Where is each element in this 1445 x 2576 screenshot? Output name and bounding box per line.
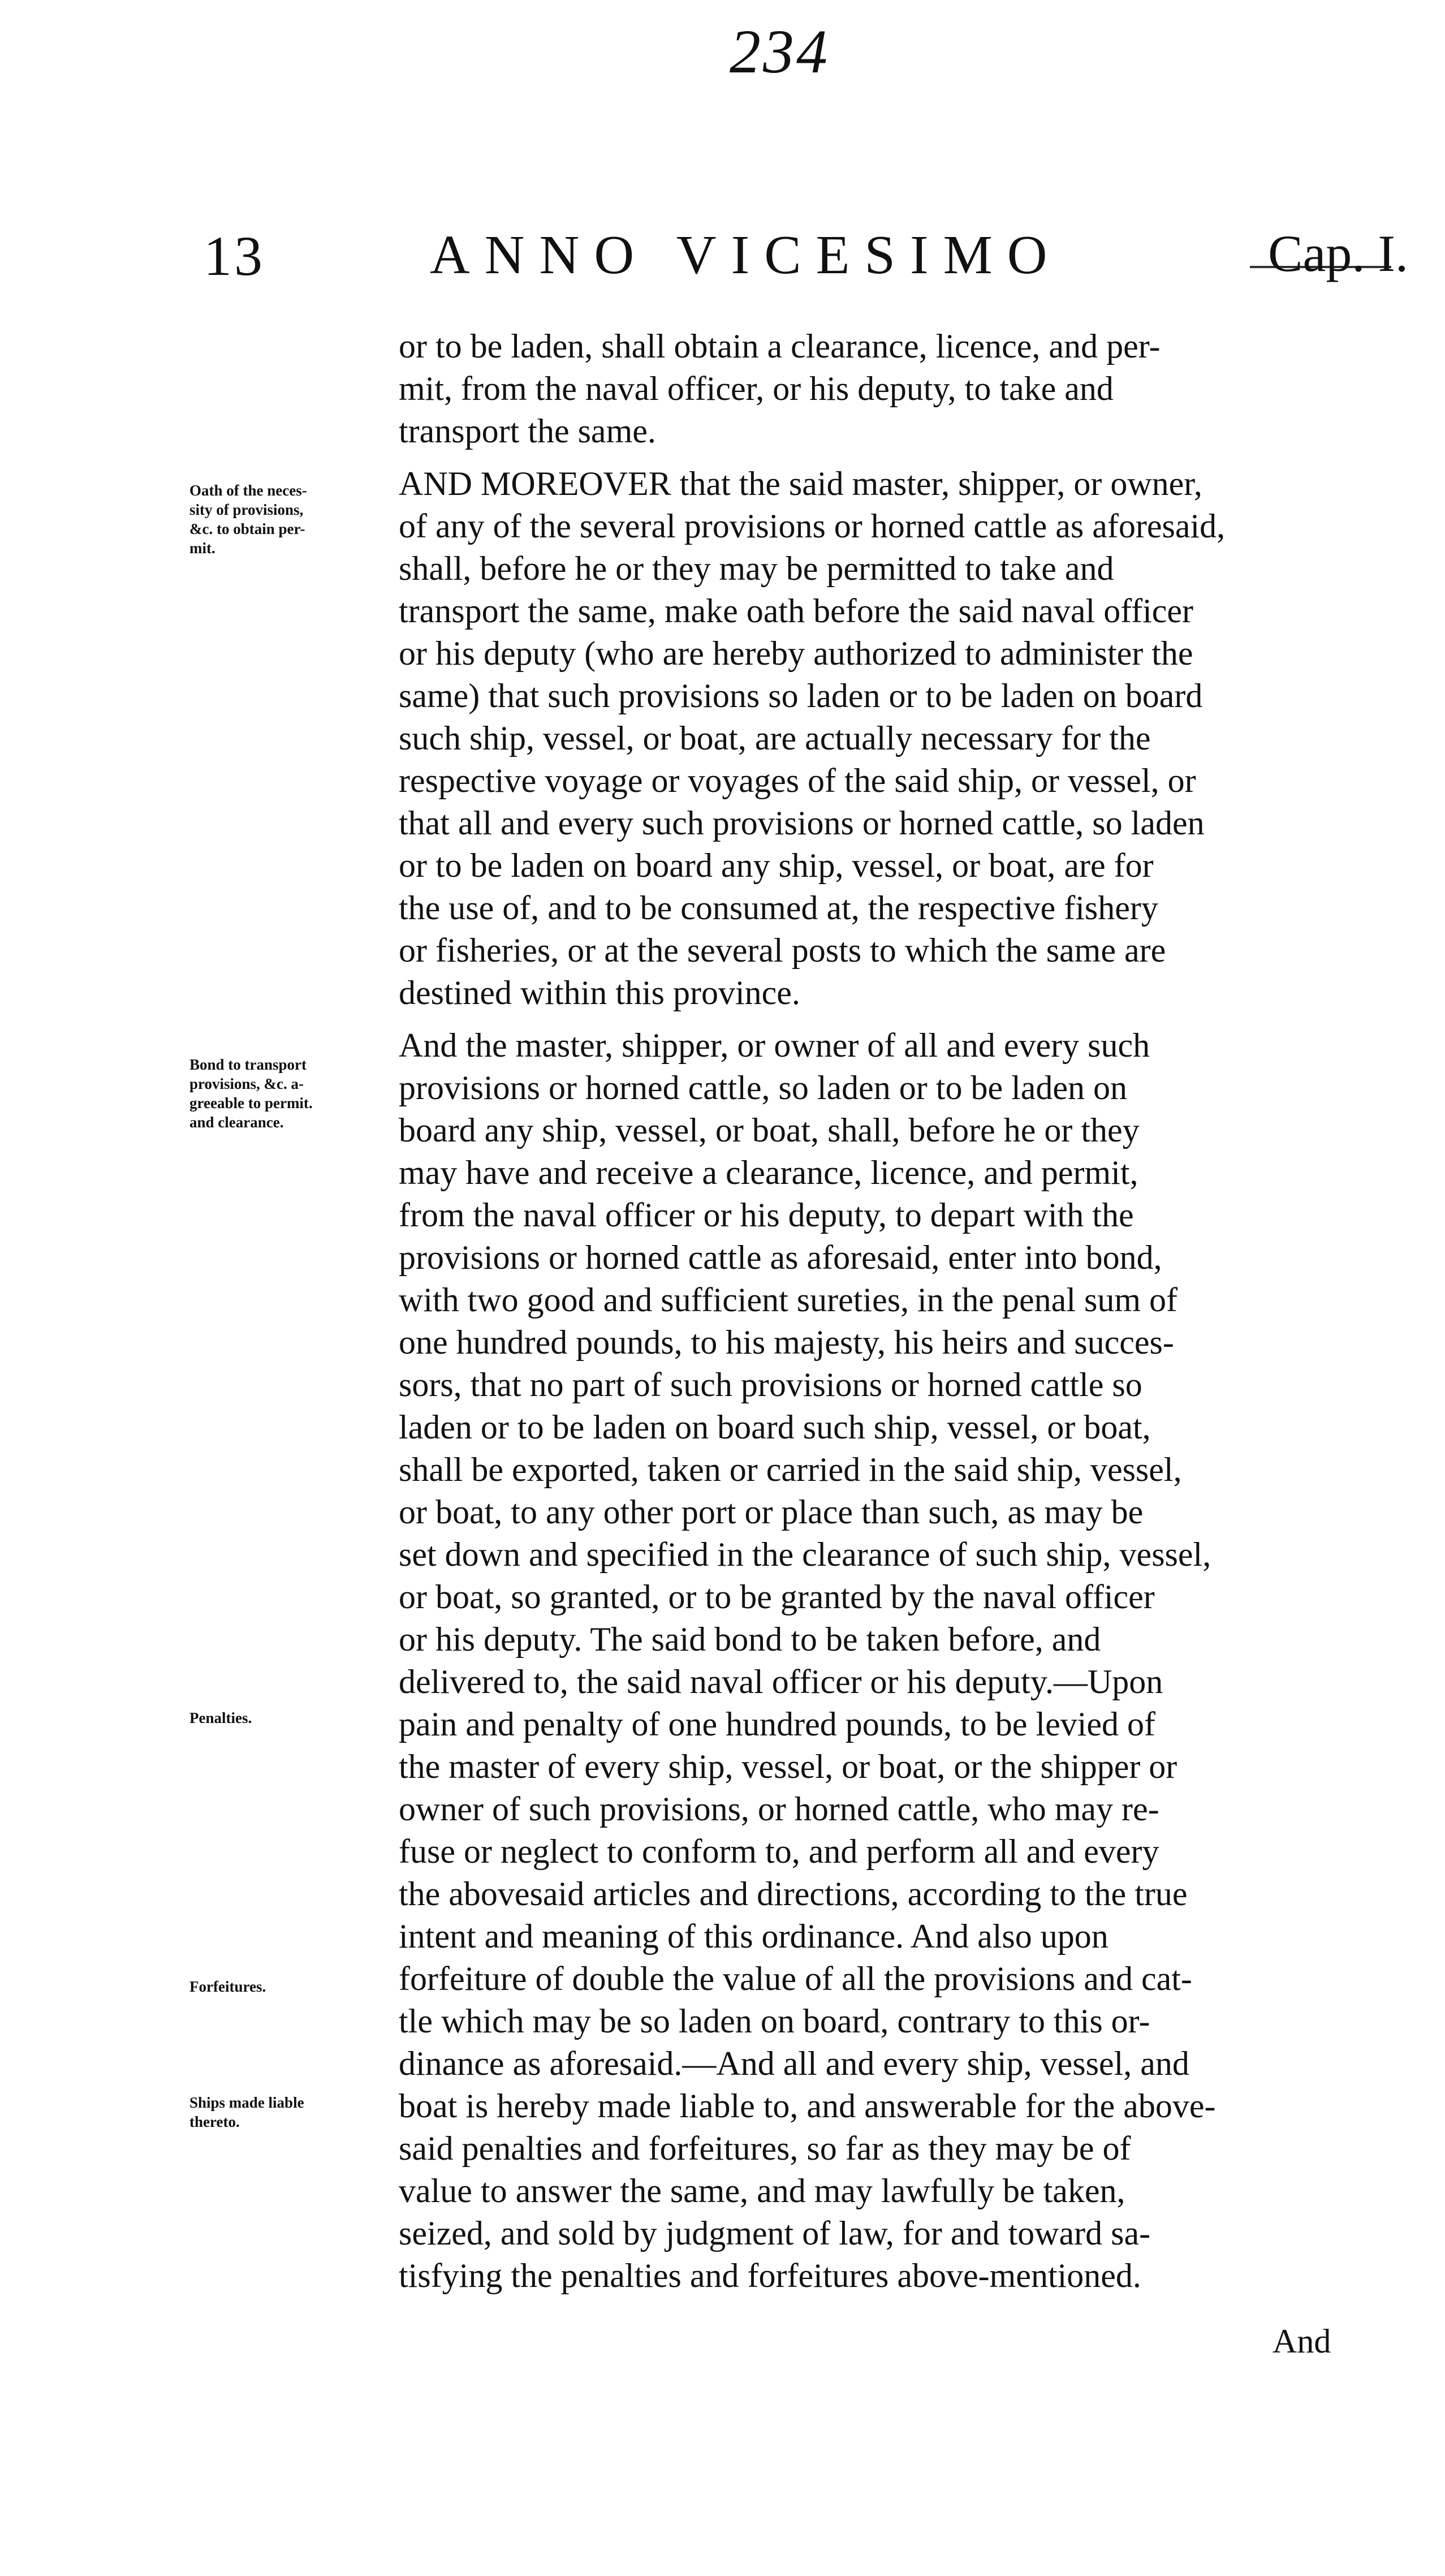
running-head-number: 13 [204,225,265,287]
running-head [204,223,1408,303]
running-head-title: ANNO VICESIMO [430,225,1062,286]
body-text [399,325,1386,2297]
paragraph-oath: AND MOREOVER that the said master, shipper, or owner, of any of the several provisions or horned cattle as aforesaid, shall, before he or they may be permitted to take and transport the same, make oath before the said naval officer or his deputy (who are hereby authorized to administer the same) that such provisions so laden or to be laden on board such ship, vessel, or boat, are actually necessary for the respective voyage or voyages of the said ship, or vessel, or that all and every such provisions or horned cattle, so laden or to be laden on board any ship, vessel, or boat, are for the use of, and to be consumed at, the respective fishery or fisheries, or at the several posts to which the same are destined within this province. [399,465,1226,1011]
side-note-penalties: Penalties. [189,1709,252,1726]
side-note-ships-liable: Ships made liable thereto. [189,2094,304,2130]
paragraph-bond: And the master, shipper, or owner of all and every such provisions or horned cattle, so laden or to be laden on board any ship, vessel, or boat, shall, before he or they may have and receive a clearance, licence, and permit, from the naval officer or his deputy, to depart with the provisions or horned cattle as aforesaid, enter into bond, with two good and sufficient sureties, in the penal sum of one hundred pounds, to his majesty, his heirs and succes- sors, that no part of such provisions or horned cattle so laden or to be laden on board such ship, vessel, or boat, shall be exported, taken or carried in the said ship, vessel, or boat, to any other port or place than such, as may be set down and specified in the clearance of such ship, vessel, or boat, so granted, or to be granted by the naval officer or his deputy. The said bond to be taken before, and delivered to, the said naval officer or his deputy.—Upon pain and penalty of one hundred pounds, to be levied of the master of every ship, vessel, or boat, or the shipper or owner of such provisions, or horned cattle, who may re- fuse or neglect to conform to, and perform all and every the abovesaid articles and directions, according to the true intent and meaning of this ordinance. And also upon forfeiture of double the value of all the provisions and cat- tle which may be so laden on board, contrary to this or- dinance as aforesaid.—And all and every ship, vessel, and boat is hereby made liable to, and answerable for the above- said penalties and forfeitures, so far as they may be of value to answer the same, and may lawfully be taken, seized, and sold by judgment of law, for and toward sa- tisfying the penalties and forfeitures above-mentioned. [399,1027,1216,2294]
catchword: And [1273,2323,1331,2360]
side-note-bond: Bond to transport provisions, &c. a- greeable to permit. and clearance. [189,1056,313,1131]
side-note-forfeitures: Forfeitures. [189,1978,266,1995]
side-note-oath: Oath of the neces- sity of provisions, &c. to obtain per- mit. [189,482,307,557]
running-head-chapter: Cap. I. [1268,225,1408,282]
paragraph-clearance: or to be laden, shall obtain a clearance, licence, and per- mit, from the naval officer, or his deputy, to take and transport the same. [399,328,1161,450]
folio-number: 234 [730,17,830,86]
